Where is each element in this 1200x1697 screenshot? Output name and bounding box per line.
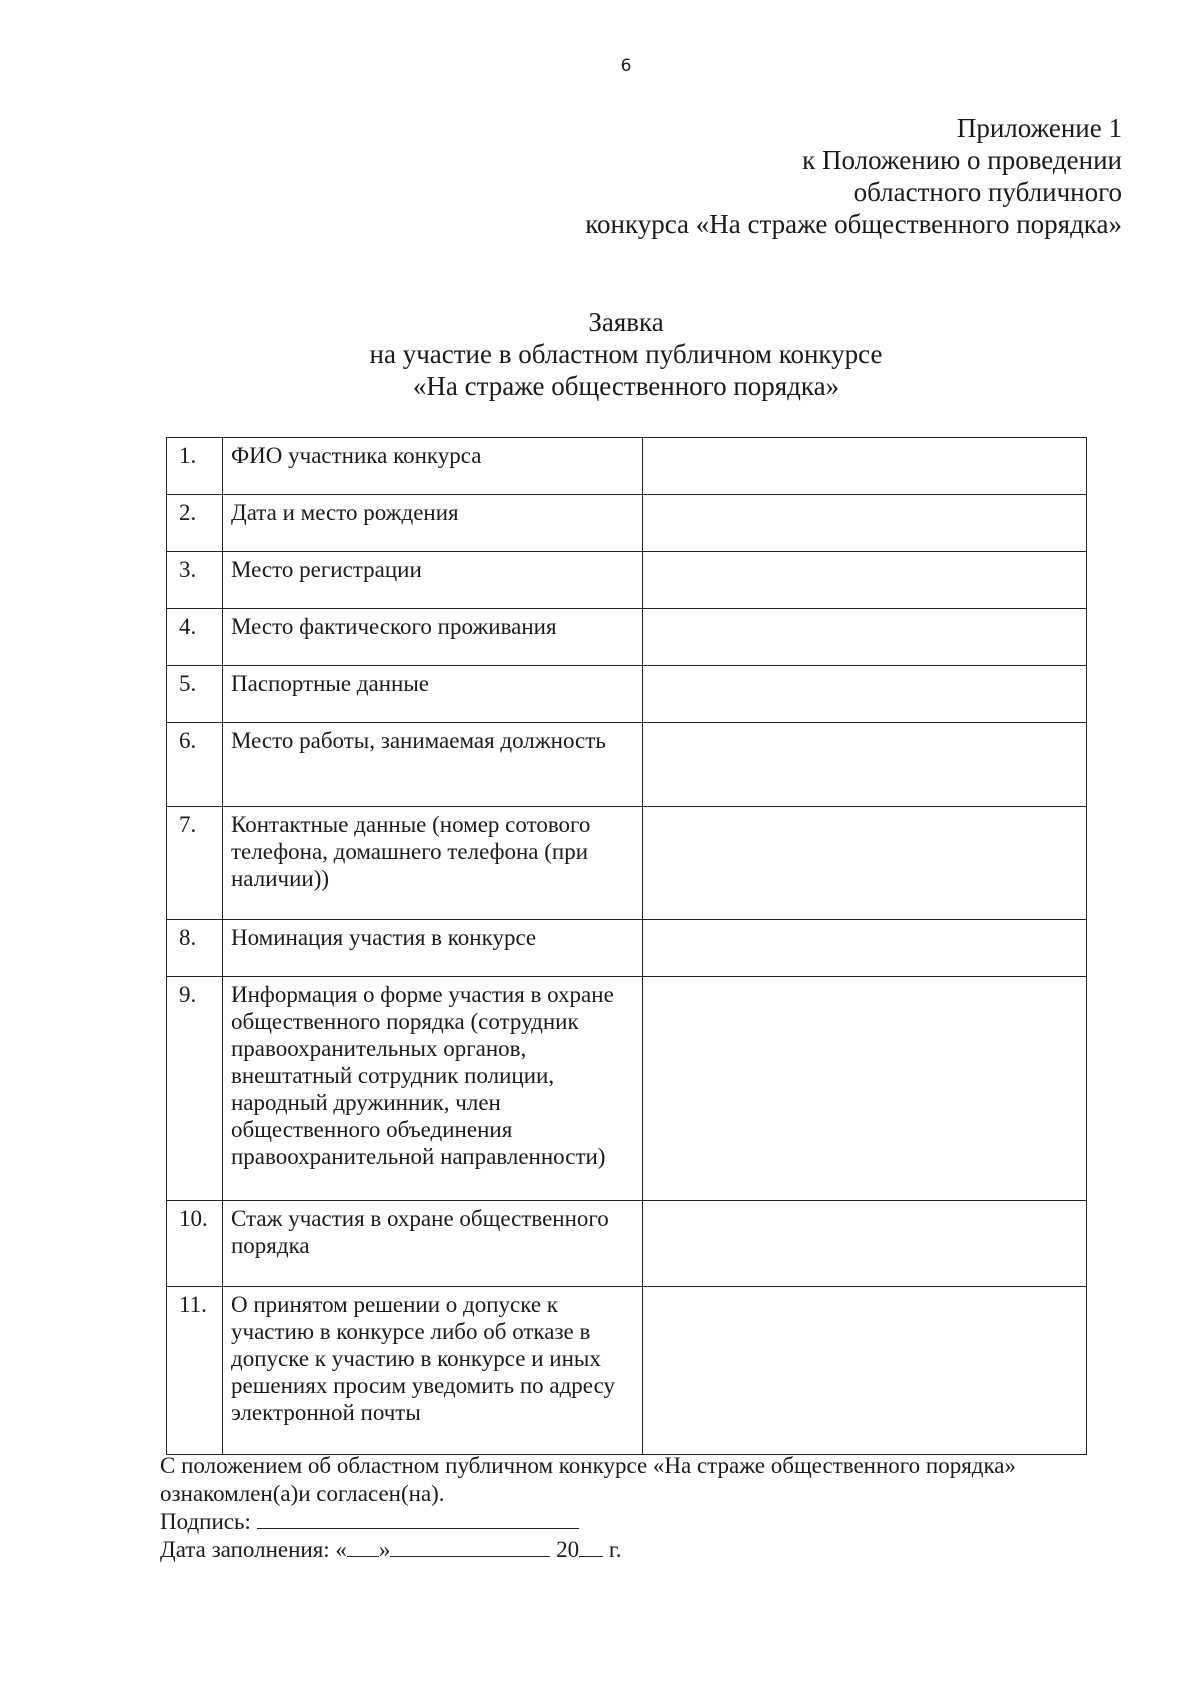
signature-line (160, 1508, 1120, 1536)
row-number: 3. (167, 552, 223, 609)
row-label: Паспортные данные (223, 666, 643, 723)
row-label: О принятом решении о допуске к участию в конкурсе либо об отказе в допуске к участию в конкурсе и иных решениях просим уведомить по адресу электронной почты (223, 1287, 643, 1455)
row-label: Информация о форме участия в охране общественного порядка (сотрудник правоохранительных органов, внештатный сотрудник полиции, народный дружинник, член общественного объединения правоохранительной направленности) (223, 977, 643, 1201)
year-suffix: г. (608, 1537, 622, 1562)
row-number: 5. (167, 666, 223, 723)
table-row (167, 723, 1087, 807)
title-line-1: Заявка (588, 307, 664, 337)
page-number: 6 (620, 56, 632, 76)
row-number: 4. (167, 609, 223, 666)
date-line (160, 1536, 1120, 1564)
acknowledgement-section (160, 1452, 1120, 1564)
row-label: ФИО участника конкурса (223, 438, 643, 495)
signature-field[interactable] (257, 1508, 579, 1529)
row-label: Место работы, занимаемая должность (223, 723, 643, 807)
row-number: 7. (167, 807, 223, 920)
title-line-3: «На страже общественного порядка» (412, 371, 840, 401)
row-label: Дата и место рождения (223, 495, 643, 552)
title-line-2: на участие в областном публичном конкурсе (369, 339, 883, 369)
row-value-field[interactable] (643, 920, 1087, 977)
row-value-field[interactable] (643, 977, 1087, 1201)
appendix-line-2: к Положению о проведении (802, 145, 1122, 175)
row-value-field[interactable] (643, 666, 1087, 723)
row-number: 11. (167, 1287, 223, 1455)
row-number: 8. (167, 920, 223, 977)
table-row (167, 552, 1087, 609)
appendix-line-4: конкурса «На страже общественного порядка» (585, 209, 1122, 239)
appendix-line-3: областного публичного (853, 177, 1122, 207)
date-label: Дата заполнения: « (160, 1537, 347, 1562)
row-value-field[interactable] (643, 552, 1087, 609)
row-value-field[interactable] (643, 438, 1087, 495)
table-row (167, 1201, 1087, 1287)
appendix-line-1: Приложение 1 (956, 113, 1122, 143)
table-row (167, 807, 1087, 920)
row-label: Номинация участия в конкурсе (223, 920, 643, 977)
row-value-field[interactable] (643, 723, 1087, 807)
row-number: 6. (167, 723, 223, 807)
row-value-field[interactable] (643, 495, 1087, 552)
table-row (167, 495, 1087, 552)
row-label: Место регистрации (223, 552, 643, 609)
table-row (167, 666, 1087, 723)
date-day-field[interactable] (347, 1536, 379, 1557)
row-label: Контактные данные (номер сотового телефона, домашнего телефона (при наличии)) (223, 807, 643, 920)
document-title (0, 306, 1200, 402)
appendix-header (585, 112, 1122, 240)
date-month-field[interactable] (390, 1536, 550, 1557)
row-value-field[interactable] (643, 1201, 1087, 1287)
row-label: Стаж участия в охране общественного порядка (223, 1201, 643, 1287)
table-row (167, 920, 1087, 977)
year-field[interactable] (579, 1536, 603, 1557)
row-number: 10. (167, 1201, 223, 1287)
row-number: 9. (167, 977, 223, 1201)
row-number: 1. (167, 438, 223, 495)
table-row (167, 438, 1087, 495)
table-row (167, 977, 1087, 1201)
row-number: 2. (167, 495, 223, 552)
year-prefix: 20 (556, 1537, 580, 1562)
table-row (167, 1287, 1087, 1455)
signature-label: Подпись: (160, 1509, 251, 1534)
acknowledgement-text: С положением об областном публичном конкурсе «На страже общественного порядка» ознакомлен(а)и согласен(на). (160, 1453, 1017, 1506)
row-value-field[interactable] (643, 807, 1087, 920)
row-label: Место фактического проживания (223, 609, 643, 666)
application-form-table (166, 437, 1087, 1455)
date-close-quote: » (378, 1537, 391, 1562)
table-row (167, 609, 1087, 666)
row-value-field[interactable] (643, 1287, 1087, 1455)
row-value-field[interactable] (643, 609, 1087, 666)
